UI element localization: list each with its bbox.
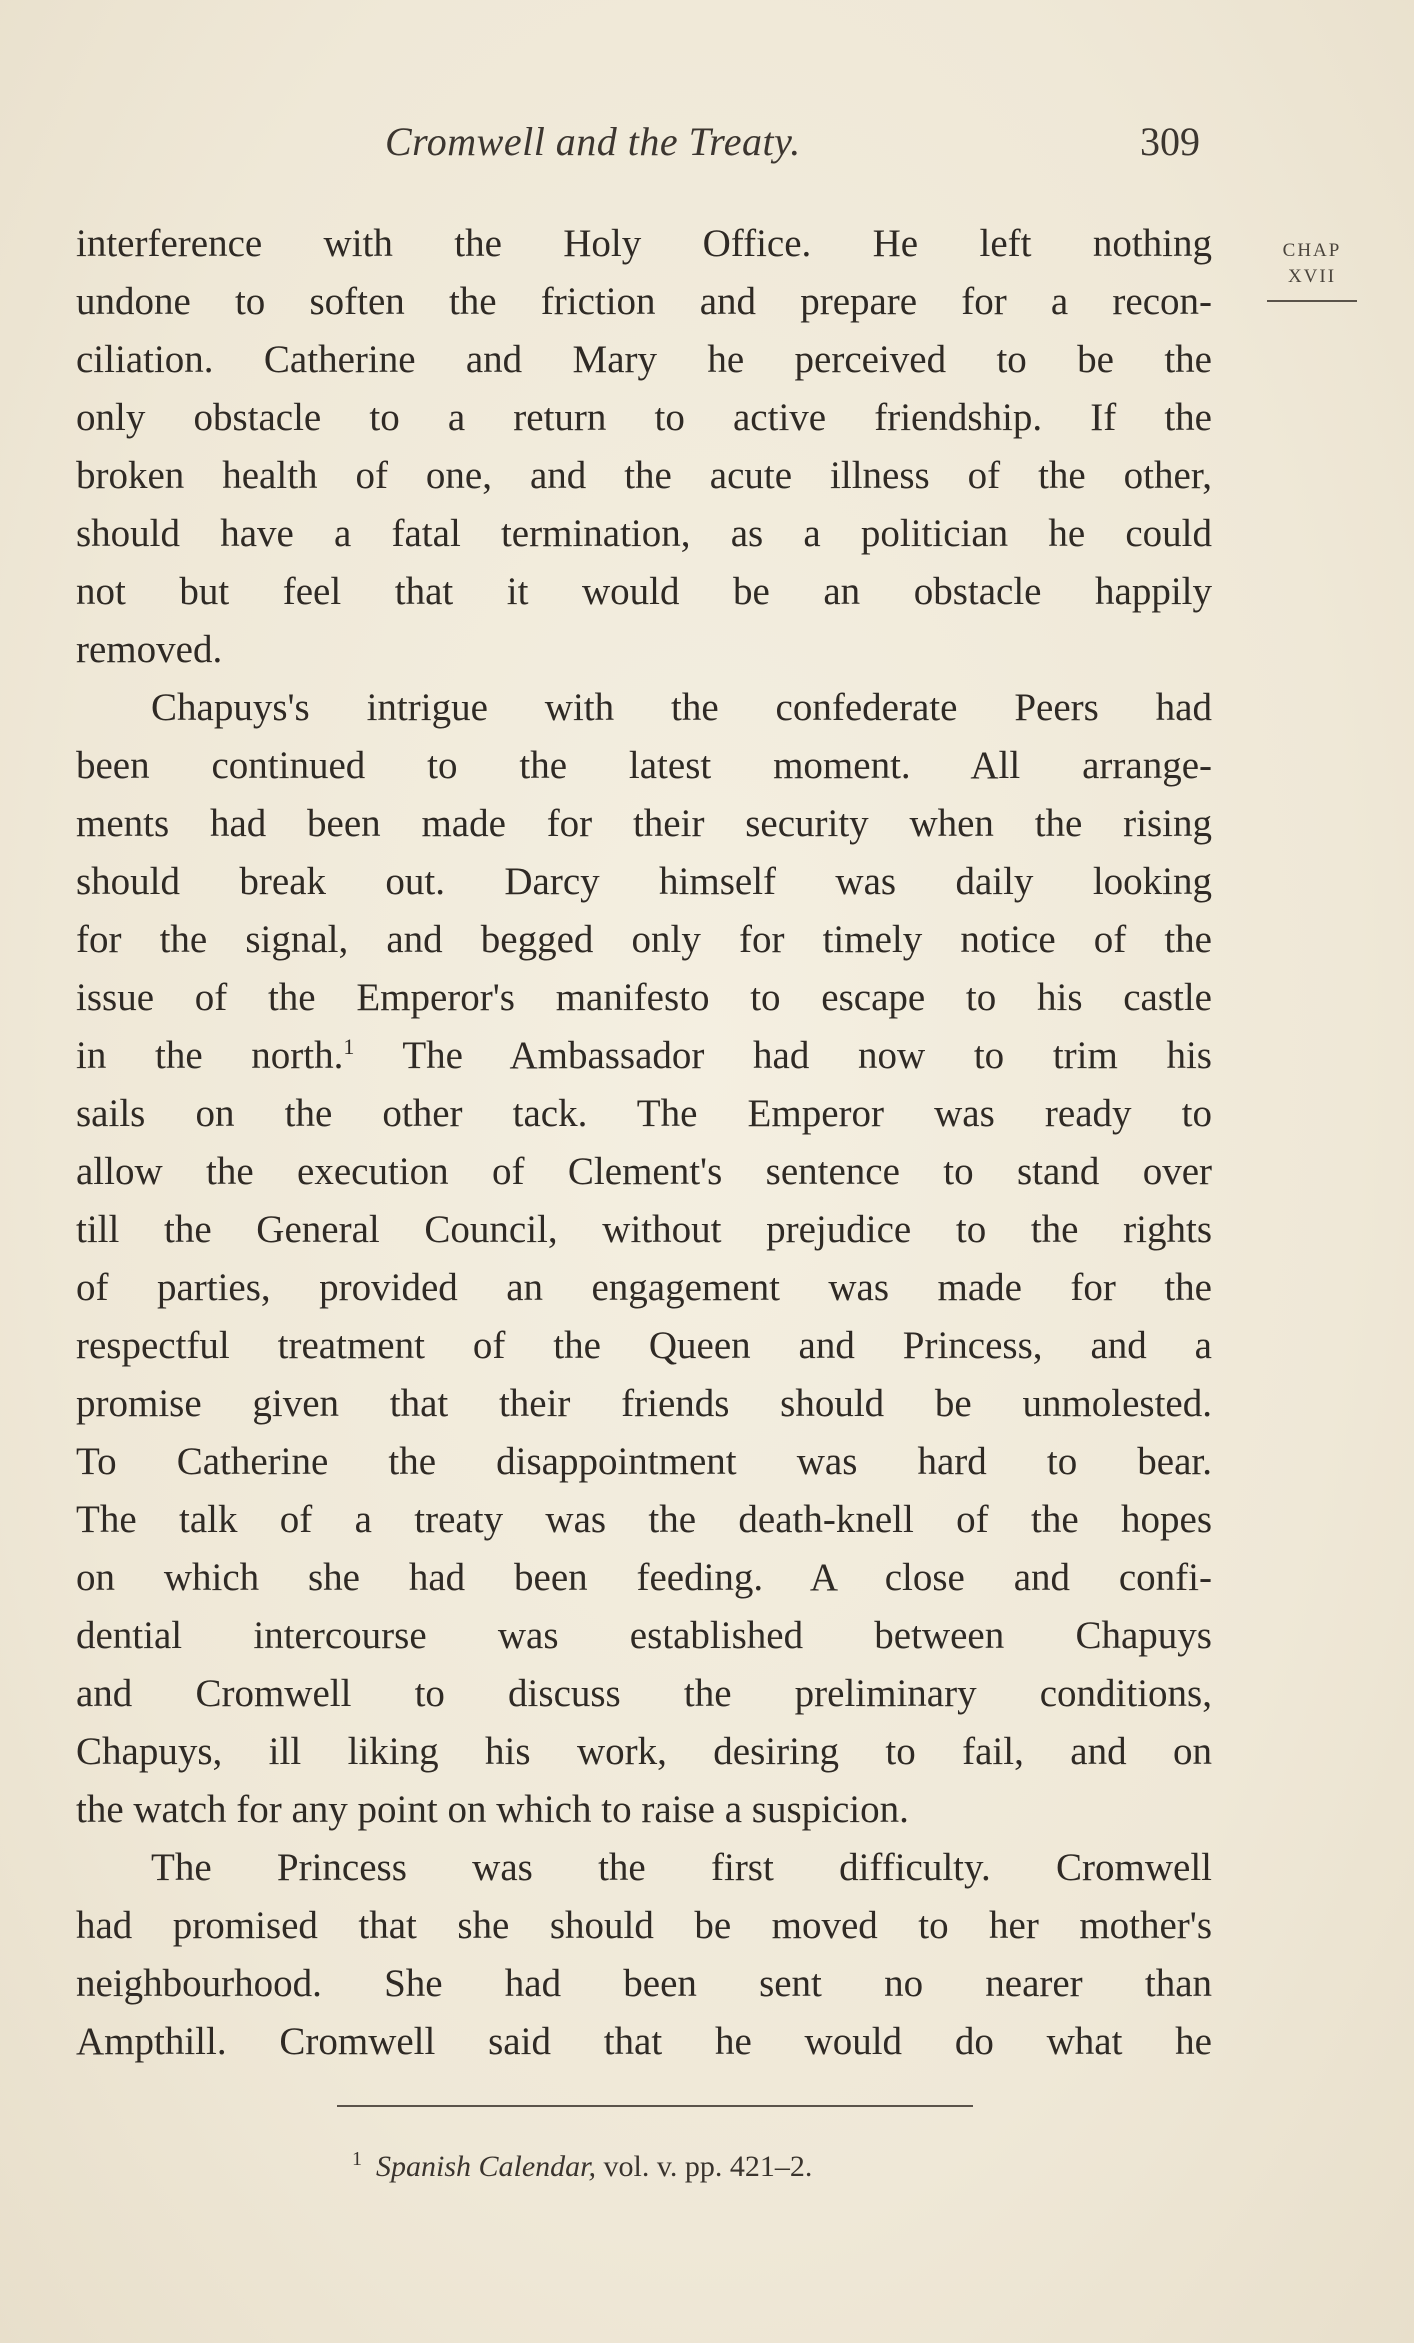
- footnote-marker: 1: [352, 2148, 362, 2170]
- text-line: and Cromwell to discuss the preliminary conditions,: [76, 1672, 1212, 1715]
- text-line: should have a fatal termination, as a politician he could: [76, 512, 1212, 555]
- text-line: Chapuys's intrigue with the confederate Peers had: [151, 686, 1212, 729]
- text-line: should break out. Darcy himself was daily looking: [76, 860, 1212, 903]
- sidenote-chapter-number: XVII: [1287, 266, 1337, 287]
- text-line: the watch for any point on which to raise a suspicion.: [76, 1788, 909, 1831]
- text-line: ments had been made for their security when the rising: [76, 802, 1212, 845]
- text-line-tail: The Ambassador had now to trim his: [402, 1034, 1212, 1077]
- text-line: issue of the Emperor's manifesto to escape to his castle: [76, 976, 1212, 1019]
- text-line: The Princess was the first difficulty. Cromwell: [151, 1846, 1212, 1889]
- text-line: on which she had been feeding. A close and confi-: [76, 1556, 1212, 1599]
- text-line: of parties, provided an engagement was made for the: [76, 1266, 1212, 1309]
- text-line: broken health of one, and the acute illness of the other,: [76, 454, 1212, 497]
- page-number: 309: [1140, 119, 1200, 164]
- text-line: only obstacle to a return to active friendship. If the: [76, 396, 1212, 439]
- text-line: removed.: [76, 628, 223, 671]
- footnote-divider: [337, 2105, 973, 2107]
- sidenote-rule: [1267, 300, 1357, 302]
- text-line: The talk of a treaty was the death-knell of the hopes: [76, 1498, 1212, 1541]
- chapter-sidenote: [1262, 238, 1362, 302]
- text-line: for the signal, and begged only for timely notice of the: [76, 918, 1212, 961]
- text-line: been continued to the latest moment. All arrange-: [76, 744, 1212, 787]
- text-line: Chapuys, ill liking his work, desiring to fail, and on: [76, 1730, 1212, 1773]
- running-title: Cromwell and the Treaty.: [385, 119, 801, 164]
- text-line: ciliation. Catherine and Mary he perceived to be the: [76, 338, 1212, 381]
- text-line: Ampthill. Cromwell said that he would do what he: [76, 2020, 1212, 2063]
- text-line: had promised that she should be moved to her mother's: [76, 1904, 1212, 1947]
- footnote-reference[interactable]: 1: [343, 1034, 355, 1059]
- text-line: till the General Council, without prejudice to the rights: [76, 1208, 1212, 1251]
- text-line: neighbourhood. She had been sent no nearer than: [76, 1962, 1212, 2005]
- text-line: undone to soften the friction and prepare for a recon-: [76, 280, 1212, 323]
- text-line: sails on the other tack. The Emperor was ready to: [76, 1092, 1212, 1135]
- text-line: not but feel that it would be an obstacle happily: [76, 570, 1212, 613]
- text-line: dential intercourse was established between Chapuys: [76, 1614, 1212, 1657]
- footnote-source-title: Spanish Calendar,: [376, 2150, 597, 2183]
- text-line: respectful treatment of the Queen and Princess, and a: [76, 1324, 1212, 1367]
- body-text: [76, 215, 1212, 2071]
- sidenote-chap: CHAP: [1282, 240, 1342, 261]
- footnote: [352, 2148, 812, 2184]
- text-line: To Catherine the disappointment was hard to bear.: [76, 1440, 1212, 1483]
- text-line: promise given that their friends should be unmolested.: [76, 1382, 1212, 1425]
- text-line: interference with the Holy Office. He left nothing: [76, 222, 1212, 265]
- footnote-text: vol. v. pp. 421–2.: [603, 2150, 813, 2183]
- text-line: allow the execution of Clement's sentence to stand over: [76, 1150, 1212, 1193]
- text-line-with-footnote: [76, 1027, 1212, 1085]
- text-line-head: in the north.: [76, 1034, 344, 1077]
